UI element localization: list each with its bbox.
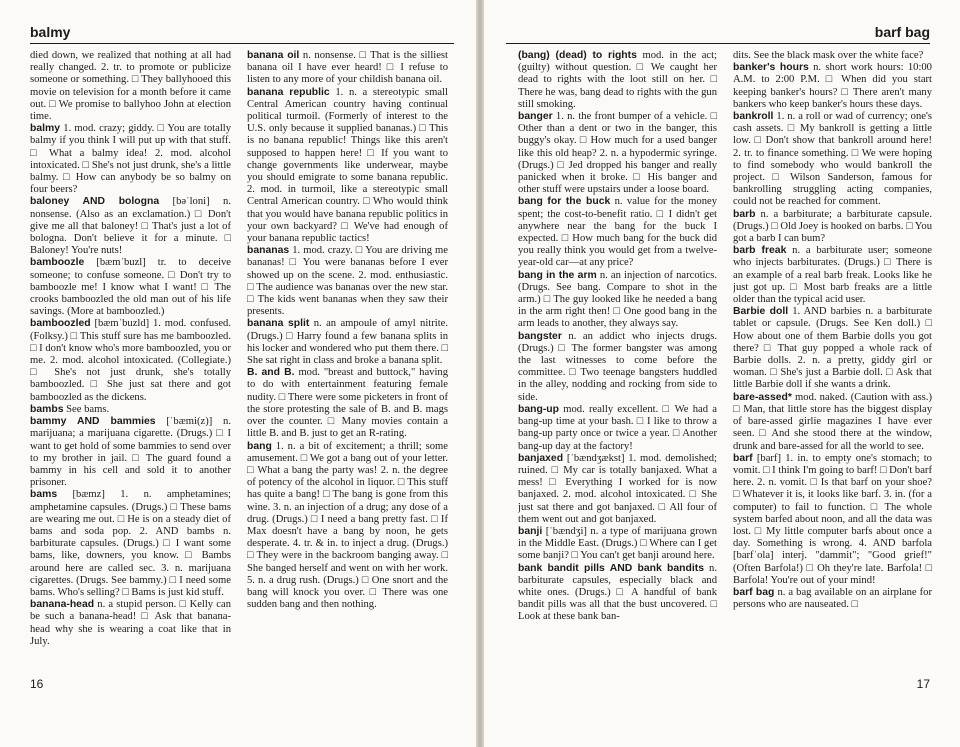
entry-definition: mod. naked. (Caution with ass.) □ Man, that little store has the biggest display of bare-assed girlie magazines I have ever seen. □ And she stood there at the window, drunk and bare-assed for all the world to see.: [733, 391, 932, 452]
dictionary-entry: [733, 453, 932, 587]
dictionary-entry: [733, 245, 932, 306]
text-columns: [30, 50, 448, 680]
entry-headword: barf bag: [733, 586, 775, 598]
entry-definition: [bæmˈbuzl] tr. to deceive someone; to confuse someone. □ Don't try to bamboozle me! I know what I want! □ The crooks bamboozled the old man out of his life savings. (More at bamboozled.): [30, 257, 231, 318]
entry-headword: barb: [733, 208, 756, 220]
entry-definition: n. barbiturate capsules, especially black and white ones. (Drugs.) □ A handful of bank bandit pills was all that the bust uncovered. □ Look at these bank ban-: [518, 562, 717, 623]
dictionary-entry: [30, 50, 231, 123]
entry-headword: bams: [30, 489, 58, 501]
dictionary-entry: [733, 50, 932, 62]
text-columns: [518, 50, 932, 680]
header-rule: [30, 43, 454, 44]
dictionary-entry: [247, 318, 448, 367]
entry-headword: bammy AND bammies: [30, 416, 156, 428]
entry-headword: bang in the arm: [518, 269, 597, 281]
dictionary-entry: [30, 599, 231, 648]
entry-definition: n. an addict who injects drugs. (Drugs.) □ The former bangster was among the last witnesses to come before the committee. □ Two teenage bangsters huddled in the alley, nodding and rocking from side to side.: [518, 330, 717, 403]
entry-definition: [bəˈloni] n. nonsense. (Also as an exclamation.) □ Don't give me all that baloney! □ That's just a lot of bologna. Don't believe it for a minute. □ Baloney! You're nuts!: [30, 196, 231, 257]
entry-headword: bang for the buck: [518, 196, 611, 208]
dictionary-entry: [247, 441, 448, 612]
dictionary-entry: [733, 62, 932, 111]
entry-headword: barb freak: [733, 245, 787, 257]
entry-definition: [ˈbæmi(z)] n. marijuana; a marijuana cigarette. (Drugs.) □ I want to get hold of some bammies to send over to my brother in jail. □ The guard found a bammy in his cell and sold it to another prisoner.: [30, 416, 231, 489]
entry-definition: [bæmz] 1. n. amphetamines; amphetamine capsules. (Drugs.) □ These bams are wearing me out. □ He is on a steady diet of bams and soda pop. 2. AND bambs n. barbiturate capsules. (Drugs.) □ I want some bams, like, downers, you know. □ Bambs around here are called sec. 3. n. marijuana cigarettes. (Drugs. See bammy.) □ I need some bams. Who's selling? □ Bams is just kid stuff.: [30, 489, 231, 598]
dictionary-entry: [733, 587, 932, 611]
entry-headword: banana split: [247, 318, 310, 330]
dictionary-entry: [30, 318, 231, 403]
running-head: barf bag: [874, 24, 930, 40]
dictionary-entry: [30, 404, 231, 416]
entry-definition: See bams.: [66, 403, 110, 415]
entry-definition: n. short work hours: 10:00 A.M. to 2:00 P.M. □ When did you start keeping banker's hours? □ There aren't many bankers who keep banker's hours these days.: [733, 62, 932, 110]
column-2: [733, 50, 932, 680]
entry-definition: mod. "breast and buttock," having to do with entertainment featuring female nudity. □ There were some picketers in front of the store protesting the sale of B. and B. mags over the counter. □ Many movies contain a little B. and B. just to get an R-rating.: [247, 367, 448, 440]
entry-definition: n. nonsense. □ That is the silliest banana oil I have ever heard! □ I refuse to listen to any more of your childish banana oil.: [247, 50, 448, 86]
entry-headword: baloney AND bologna: [30, 196, 160, 208]
dictionary-entry: [30, 416, 231, 489]
entry-definition: 1. n. a roll or wad of currency; one's cash assets. □ My bankroll is getting a little low. □ Don't show that bankroll around here! 2. tr. to finance something. □ We were hoping to find somebody who would bankroll the project. □ Wilson Sanderson, famous for bankrolling struggling acting companies, could not be reached for comment.: [733, 111, 932, 208]
entry-headword: bankroll: [733, 111, 774, 123]
entry-definition: n. a stupid person. □ Kelly can be such a banana-head! □ Ask that banana-head why she is wearing a coat like that in July.: [30, 599, 231, 647]
dictionary-entry: [247, 245, 448, 318]
entry-headword: banana republic: [247, 86, 330, 98]
dictionary-entry: [733, 392, 932, 453]
entry-headword: bare-assed*: [733, 391, 792, 403]
entry-headword: banjaxed: [518, 452, 564, 464]
entry-definition: n. a bag available on an airplane for persons who are nauseated. □: [733, 586, 932, 611]
entry-headword: (bang) (dead) to rights: [518, 50, 637, 61]
entry-headword: bank bandit pills AND bank bandits: [518, 562, 704, 574]
entry-headword: Barbie doll: [733, 306, 789, 318]
entry-headword: bambs: [30, 403, 64, 415]
entry-definition: [ˈbændʒækst] 1. mod. demolished; ruined. □ My car is totally banjaxed. What a mess! □ Everything I worked for is now banjaxed. 2. mod. alcohol intoxicated. □ She just sat there and got banjaxed. □ All four of them went out and got banjaxed.: [518, 452, 717, 525]
column-2: [247, 50, 448, 680]
dictionary-entry: [518, 404, 717, 453]
entry-definition: 1. n. a stereotypic small Central American country having continual political turmoil. (Formerly of interest to the U.S. only because it supplied bananas.) □ This is no banana republic! Things like this aren't supposed to happen here! □ If you want to change governments like underwear, maybe you should emigrate to some banana republic. 2. mod. in turmoil, like a stereotypic small Central American country. □ Who would think that you would have banana republic politics in your own backyard? □ We've had enough of your banana republic tactics!: [247, 86, 448, 245]
dictionary-entry: [518, 270, 717, 331]
dictionary-entry: [518, 453, 717, 526]
entry-headword: banger: [518, 111, 553, 123]
page-number: 17: [916, 677, 930, 691]
entry-definition: dits. See the black mask over the white face?: [733, 50, 924, 61]
entry-definition: [ˈbændʒi] n. a type of marijuana grown in the Middle East. (Drugs.) □ Where can I get some banji? □ You can't get banji around here.: [518, 525, 717, 562]
dictionary-entry: [518, 196, 717, 269]
dictionary-entry: [733, 209, 932, 246]
column-1: [30, 50, 231, 680]
entry-definition: n. value for the money spent; the cost-to-benefit ratio. □ I didn't get anywhere near the bang for the buck I expected. □ How much bang for the buck did you really think you would get from a twelve-year-old car—at any price?: [518, 196, 717, 269]
entry-definition: mod. really excellent. □ We had a bang-up time at your bash. □ I like to throw a bang-up party once or twice a year. □ Another bang-up day at the factory!: [518, 403, 717, 452]
dictionary-entry: [247, 367, 448, 440]
dictionary-entry: [518, 331, 717, 404]
running-head: balmy: [30, 24, 71, 40]
book-gutter: [476, 0, 484, 747]
dictionary-entry: [30, 196, 231, 257]
dictionary-entry: [247, 50, 448, 87]
entry-definition: mod. in the act; (guilty) without question. □ We caught her dead to rights with the loot still on her. □ There he was, bang dead to rights with the gun still smoking.: [518, 50, 717, 110]
dictionary-entry: [247, 87, 448, 246]
entry-headword: balmy: [30, 123, 61, 135]
entry-headword: banana oil: [247, 50, 300, 61]
column-1: [518, 50, 717, 680]
entry-headword: bamboozled: [30, 318, 91, 330]
dictionary-entry: [518, 111, 717, 196]
dictionary-entry: [733, 306, 932, 391]
entry-headword: bang: [247, 440, 272, 452]
entry-definition: 1. n. a bit of excitement; a thrill; some amusement. □ We got a bang out of your letter. □ What a bang the party was! 2. n. the degree of potency of the alcohol in liquor. □ This stuff has quite a bang! □ The bang is gone from this wine. 3. n. an injection of a drug; any dose of a drug. (Drugs.) □ I need a bang pretty fast. □ If Max doesn't have a bang by noon, he gets desperate. 4. tr. & in. to inject a drug. (Drugs.) □ They were in the backroom banging away. □ She banged herself and went on with her work. 5. n. a drug rush. (Drugs.) □ One snort and the bang will knock you over. □ There was one sudden bang and then nothing.: [247, 440, 448, 611]
right-page: [484, 0, 960, 747]
entry-headword: bananas: [247, 245, 290, 257]
dictionary-entry: [518, 50, 717, 111]
entry-definition: n. a barbiturate user; someone who injects barbiturates. (Drugs.) □ There is an example of a real barb freak. Looks like he just got up. □ Most barb freaks are a little older than the typical acid user.: [733, 245, 932, 306]
entry-definition: n. an injection of narcotics. (Drugs. See bang. Compare to shot in the arm.) □ The guy looked like he needed a bang in the arm right then! □ One good bang in the arm leads to another, they always say.: [518, 269, 717, 330]
entry-definition: [barf] 1. in. to empty one's stomach; to vomit. □ I think I'm going to barf! □ Don't barf here. 2. n. vomit. □ Is that barf on your shoe? □ Whatever it is, it looks like barf. 3. in. (for a computer) to fail to function. □ The whole system barfed about noon, and all the data was lost. □ My little computer barfs about once a day. Something is wrong. 4. AND barfola [barfˈola] interj. "dammit"; "Good grief!" (Often Barfola!) □ Oh they're late. Barfola! □ Barfola! You're out of your mind!: [733, 452, 932, 586]
dictionary-entry: [518, 563, 717, 624]
entry-definition: died down, we realized that nothing at all had really changed. 2. tr. to promote or publicize someone or something. □ They ballyhooed this movie on television for a month before it came out. □ We promise to ballyhoo John at election time.: [30, 50, 231, 123]
left-page: [0, 0, 476, 747]
entry-definition: [bæmˈbuzld] 1. mod. confused. (Folksy.) □ This stuff sure has me bamboozled. □ I don't know who's more bamboozled, you or me. 2. mod. alcohol intoxicated. (Collegiate.) □ She's not just drunk, she's totally bamboozled. □ She just sat there and got bamboozled as the dickens.: [30, 318, 231, 403]
dictionary-entry: [30, 123, 231, 196]
entry-headword: banji: [518, 525, 543, 537]
dictionary-entry: [30, 257, 231, 318]
entry-headword: banana-head: [30, 599, 95, 611]
dictionary-entry: [30, 489, 231, 599]
entry-definition: 1. AND barbies n. a barbiturate tablet or capsule. (Drugs. See Ken doll.) □ How about one of them Barbie dolls you got there? □ That guy popped a whole rack of Barbie dolls. 2. n. a pretty, giddy girl or woman. □ She's just a Barbie doll. □ Ask that little Barbie doll if she wants a drink.: [733, 306, 932, 391]
page-number: 16: [30, 677, 44, 691]
entry-headword: banker's hours: [733, 62, 809, 74]
entry-definition: n. a barbiturate; a barbiturate capsule. (Drugs.) □ Old Joey is hooked on barbs. □ You got a barb I can bum?: [733, 208, 932, 245]
entry-definition: 1. n. the front bumper of a vehicle. □ Other than a dent or two in the banger, this buggy's okay. □ How much for a used banger like this old heap? 2. n. a hypodermic syringe. (Drugs.) □ Jed dropped his banger and really panicked when it broke. □ His banger and other stuff were upstairs under a loose board.: [518, 111, 717, 196]
entry-headword: B. and B.: [247, 367, 295, 379]
entry-headword: barf: [733, 452, 753, 464]
dictionary-entry: [733, 111, 932, 209]
header-rule: [506, 43, 930, 44]
entry-headword: bangster: [518, 330, 562, 342]
entry-headword: bang-up: [518, 403, 559, 415]
entry-definition: n. an ampoule of amyl nitrite. (Drugs.) □ Harry found a few banana splits in his locker and wondered who put them there. □ She sat right in class and broke a banana split.: [247, 318, 448, 367]
dictionary-entry: [518, 526, 717, 563]
entry-headword: bamboozle: [30, 257, 85, 269]
entry-definition: 1. mod. crazy; giddy. □ You are totally balmy if you think I will put up with that stuff. □ What a balmy idea! 2. mod. alcohol intoxicated. □ She's not just drunk, she's a little balmy. □ How can anybody be so balmy on four beers?: [30, 123, 231, 196]
entry-definition: 1. mod. crazy. □ You are driving me bananas! □ You were bananas before I ever showed up on the scene. 2. mod. enthusiastic. □ The audience was bananas over the new star. □ The kids went bananas when they saw their presents.: [247, 245, 448, 318]
